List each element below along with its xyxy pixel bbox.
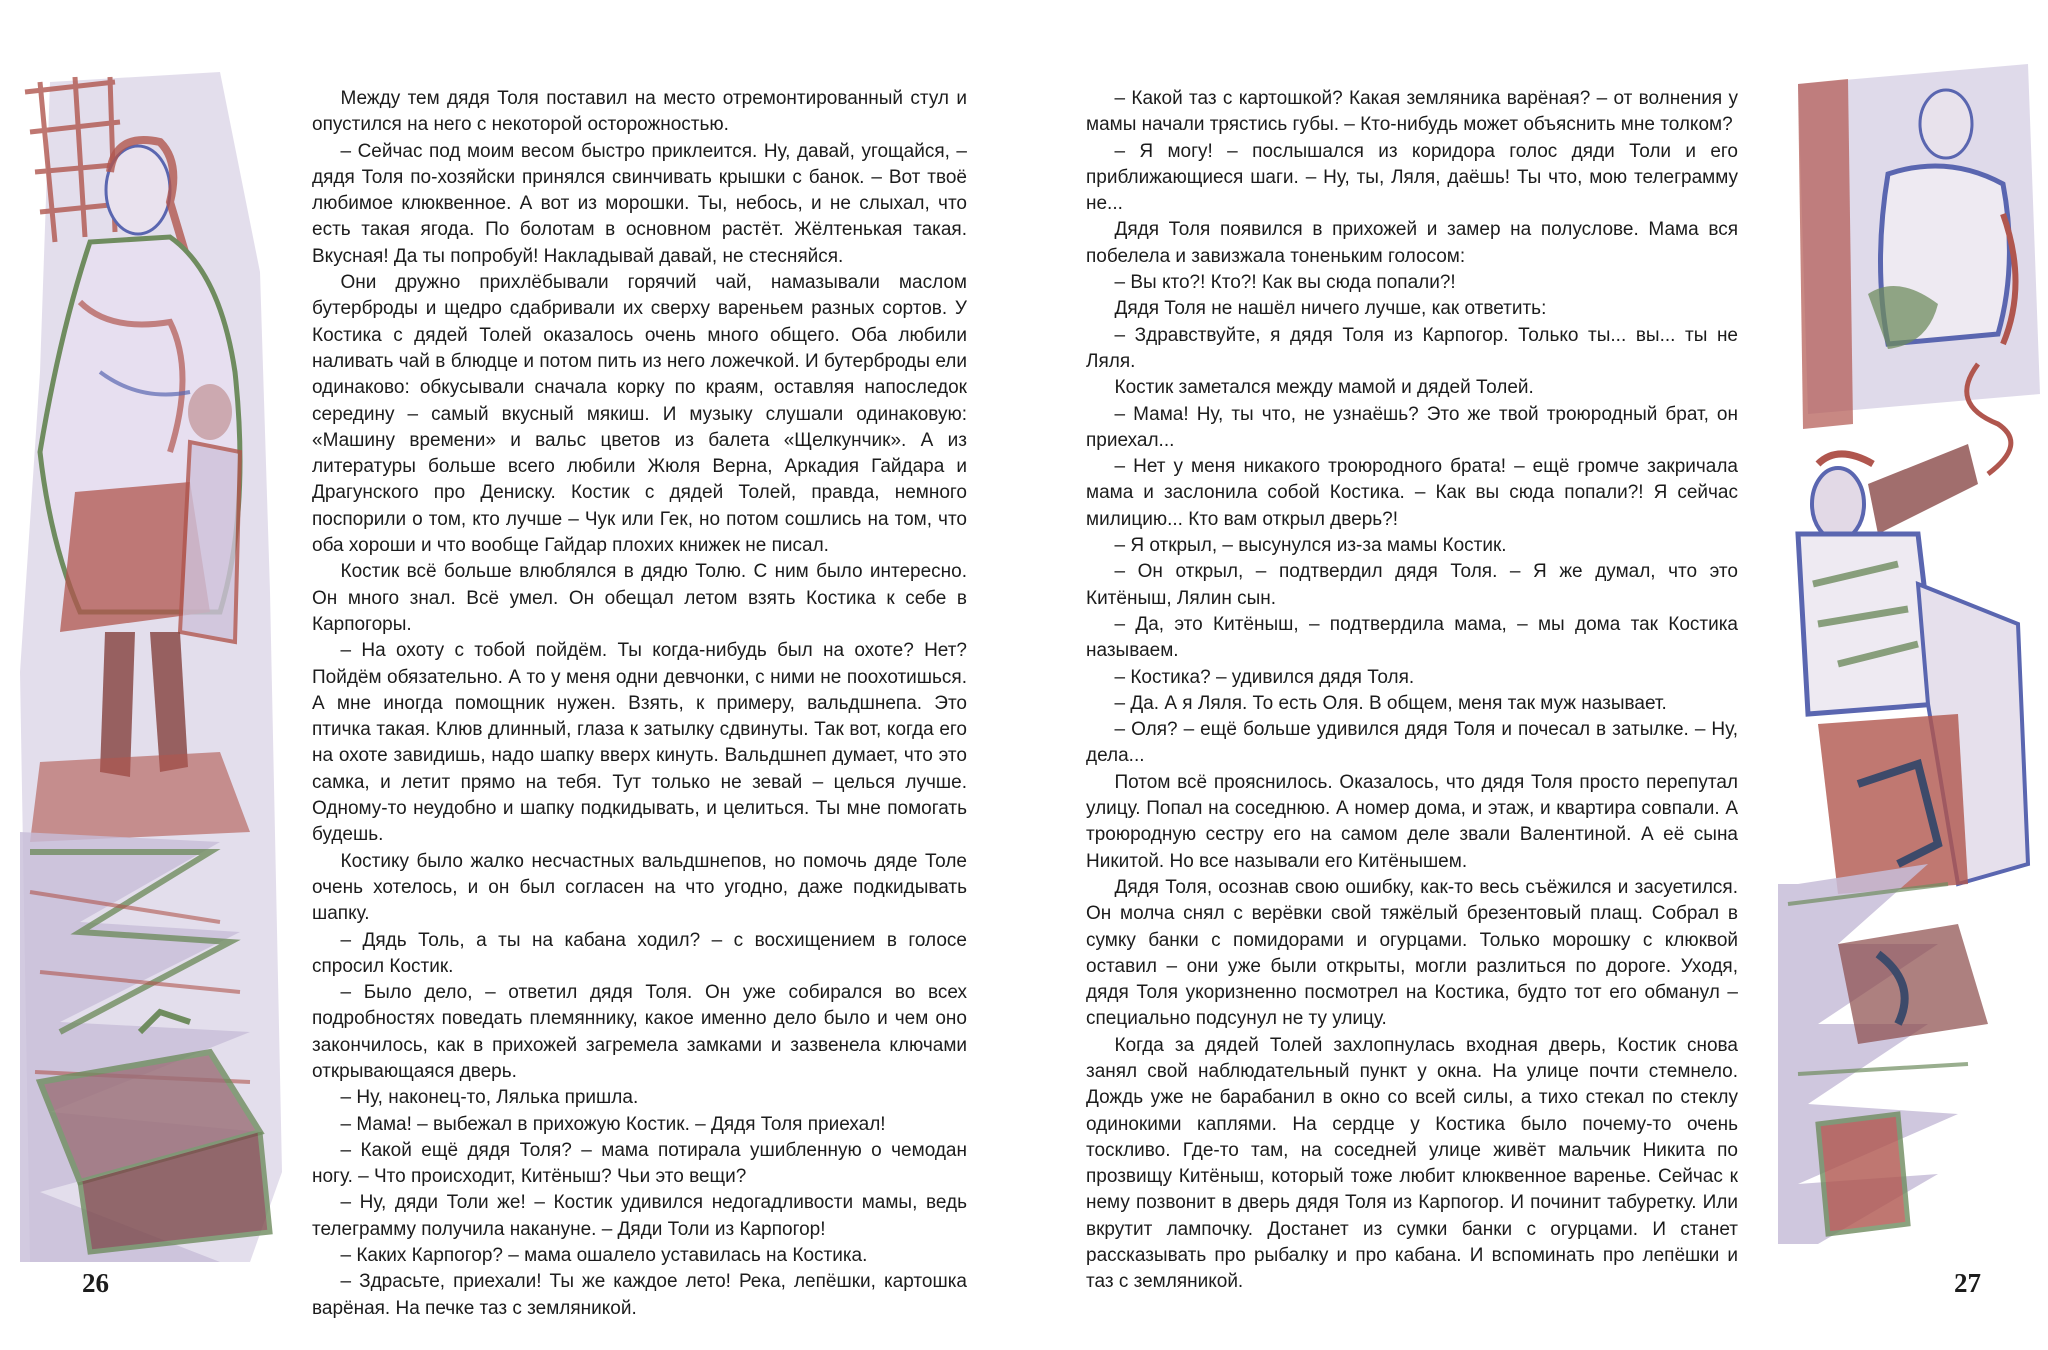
paragraph: Костику было жалко несчастных вальдшнепов, но помочь дяде Толе очень хотелось, и он был согласен на что угодно, даже подкидывать шапку.: [312, 850, 967, 925]
paragraph: – Здрасьте, приехали! Ты же каждое лето! Река, лепёшки, картошка варёная. На печке таз с земляникой.: [312, 1271, 967, 1319]
paragraph: – Мама! Ну, ты что, не узнаёшь? Это же твой троюродный брат, он приехал...: [1086, 403, 1738, 451]
paragraph: – Сейчас под моим весом быстро приклеится. Ну, давай, угощайся, – дядя Толя по-хозяйски принялся свинчивать крышки с банок. – Вот твоё любимое клюквенное. А вот из морошки. Ты, небось, и не слыхал, что есть такая ягода. По болотам в основном растёт. Жёлтенькая такая. Вкусная! Да ты попробуй! Накладывай давай, не стесняйся.: [312, 140, 967, 267]
paragraph: – Да, это Китёныш, – подтвердила мама, – мы дома так Костика называем.: [1086, 613, 1738, 662]
right-illustration: [1778, 64, 2040, 1244]
right-page: [1024, 0, 2048, 1350]
paragraph: Дядя Толя, осознав свою ошибку, как-то весь съёжился и засуетился. Он молча снял с верёвки свой тяжёлый брезентовый плащ. Собрал в сумку банки с помидорами и огурцами. Только морошку с клюквой оставил – они уже были открыты, могли разлиться по дороге. Уходя, дядя Толя укоризненно посмотрел на Костика, будто тот его обманул – специально подсунул не ту улицу.: [1086, 876, 1738, 1030]
paragraph: – Нет у меня никакого троюродного брата! – ещё громче закричала мама и заслонила собой Костика. – Как вы сюда попали?! Я сейчас милицию... Кто вам открыл дверь?!: [1086, 456, 1738, 530]
paragraph: – Каких Карпогор? – мама ошалело уставилась на Костика.: [340, 1245, 868, 1267]
paragraph: – Здравствуйте, я дядя Толя из Карпогор. Только ты... вы... ты не Ляля.: [1086, 324, 1738, 372]
paragraph: – Он открыл, – подтвердил дядя Толя. – Я же думал, что это Китёныш, Лялин сын.: [1086, 561, 1738, 609]
paragraph: – Было дело, – ответил дядя Толя. Он уже собирался во всех подробностях поведать племяннику, какое именно дело было и чем оно закончилось, как в прихожей загремела замками и зазвенела ключами открывающаяся дверь.: [312, 982, 967, 1082]
paragraph: Они дружно прихлёбывали горячий чай, намазывали маслом бутерброды и щедро сдабривали их сверху вареньем разных сортов. У Костика с дядей Толей оказалось очень много общего. Оба любили наливать чай в блюдце и потом пить из него ложечкой. И бутерброды ели одинаково: обкусывали сначала корку по краям, оставляя напоследок середину – самый вкусный мякиш. И музыку слушали одинаковую: «Машину времени» и вальс цветов из балета «Щелкунчик». А из литературы больше всего любили Жюля Верна, Аркадия Гайдара и Драгунского про Дениску. Костик с дядей Толей, правда, немного поспорили о том, кто лучше – Чук или Гек, но потом сошлись на том, что оба хороши и что вообще Гайдар плохих книжек не писал.: [312, 272, 967, 557]
paragraph: – Какой ещё дядя Толя? – мама потирала ушибленную о чемодан ногу. – Что происходит, Китёныш? Чьи это вещи?: [312, 1139, 967, 1188]
paragraph: – Я открыл, – высунулся из-за мамы Костик.: [1114, 535, 1507, 557]
paragraph: – Ну, дяди Толи же! – Костик удивился недогадливости мамы, ведь телеграмму получила накануне. – Дяди Толи из Карпогор!: [312, 1192, 967, 1240]
paragraph: Дядя Толя не нашёл ничего лучше, как ответить:: [1114, 298, 1547, 320]
paragraph: – Дядь Толь, а ты на кабана ходил? – с восхищением в голосе спросил Костик.: [312, 929, 967, 977]
paragraph: – Я могу! – послышался из коридора голос дяди Толи и его приближающиеся шаги. – Ну, ты, Ляля, даёшь! Ты что, мою телеграмму не...: [1086, 140, 1738, 215]
paragraph: – Да. А я Ляля. То есть Оля. В общем, меня так муж называет.: [1114, 692, 1667, 714]
paragraph: Дядя Толя появился в прихожей и замер на полуслове. Мама вся побелела и завизжала тоненьким голосом:: [1086, 219, 1738, 267]
paragraph: – Ну, наконец-то, Лялька пришла.: [340, 1087, 639, 1109]
left-text-column: [312, 86, 967, 1322]
paragraph: – Мама! – выбежал в прихожую Костик. – Дядя Толя приехал!: [340, 1113, 886, 1135]
left-illustration: [20, 72, 282, 1262]
paragraph: – Какой таз с картошкой? Какая земляника варёная? – от волнения у мамы начали трястись губы. – Кто-нибудь может объяснить мне толком?: [1086, 88, 1738, 136]
paragraph: – На охоту с тобой пойдём. Ты когда-нибудь был на охоте? Нет? Пойдём обязательно. А то у меня одни девчонки, с ними не поохотишься. А мне иногда помощник нужен. Взять, к примеру, вальдшнепа. Это птичка такая. Клюв длинный, глаза к затылку сдвинуты. Так вот, когда его на охоте завидишь, надо шапку вверх кинуть. Вальдшнеп думает, что это самка, и летит прямо на тебя. Тут только не зевай – целься лучше. Одному-то неудобно и шапку подкидывать, и целиться. Ты мне помогать будешь.: [312, 640, 967, 846]
paragraph: Когда за дядей Толей захлопнулась входная дверь, Костик снова занял свой наблюдательный пункт у окна. На улице почти стемнело. Дождь уже не барабанил в окно со всей силы, а тихо стекал по стеклу одинокими каплями. На сердце у Костика было почему-то очень тоскливо. Где-то там, на соседней улице живёт мальчик Никита по прозвищу Китёныш, который тоже любит клюквенное варенье. Сейчас к нему позвонит в дверь дядя Толя из Карпогор. И починит табуретку. Или вкрутит лампочку. Достанет из сумки банки с огурцами. И станет рассказывать про рыбалку и про кабана. И вспоминать про лепёшки и таз с земляникой.: [1086, 1034, 1738, 1293]
page-number: 27: [1954, 1268, 1981, 1298]
page-number: 26: [82, 1268, 109, 1298]
paragraph: Потом всё прояснилось. Оказалось, что дядя Толя просто перепутал улицу. Попал на соседнюю. А номер дома, и этаж, и квартира совпали. А троюродную сестру его на самом деле звали Валентиной. А её сына Никитой. Но все называли его Китёнышем.: [1086, 771, 1738, 872]
right-text-column: [1086, 86, 1738, 1296]
paragraph: – Костика? – удивился дядя Толя.: [1114, 666, 1415, 688]
paragraph: – Оля? – ещё больше удивился дядя Толя и почесал в затылке. – Ну, дела...: [1086, 719, 1738, 767]
paragraph: Костик заметался между мамой и дядей Толей.: [1114, 377, 1534, 399]
paragraph: – Вы кто?! Кто?! Как вы сюда попали?!: [1114, 272, 1456, 294]
paragraph: Костик всё больше влюблялся в дядю Толю. С ним было интересно. Он много знал. Всё умел. Он обещал летом взять Костика к себе в Карпогоры.: [312, 561, 967, 635]
paragraph: Между тем дядя Толя поставил на место отремонтированный стул и опустился на него с некоторой осторожностью.: [312, 88, 967, 136]
